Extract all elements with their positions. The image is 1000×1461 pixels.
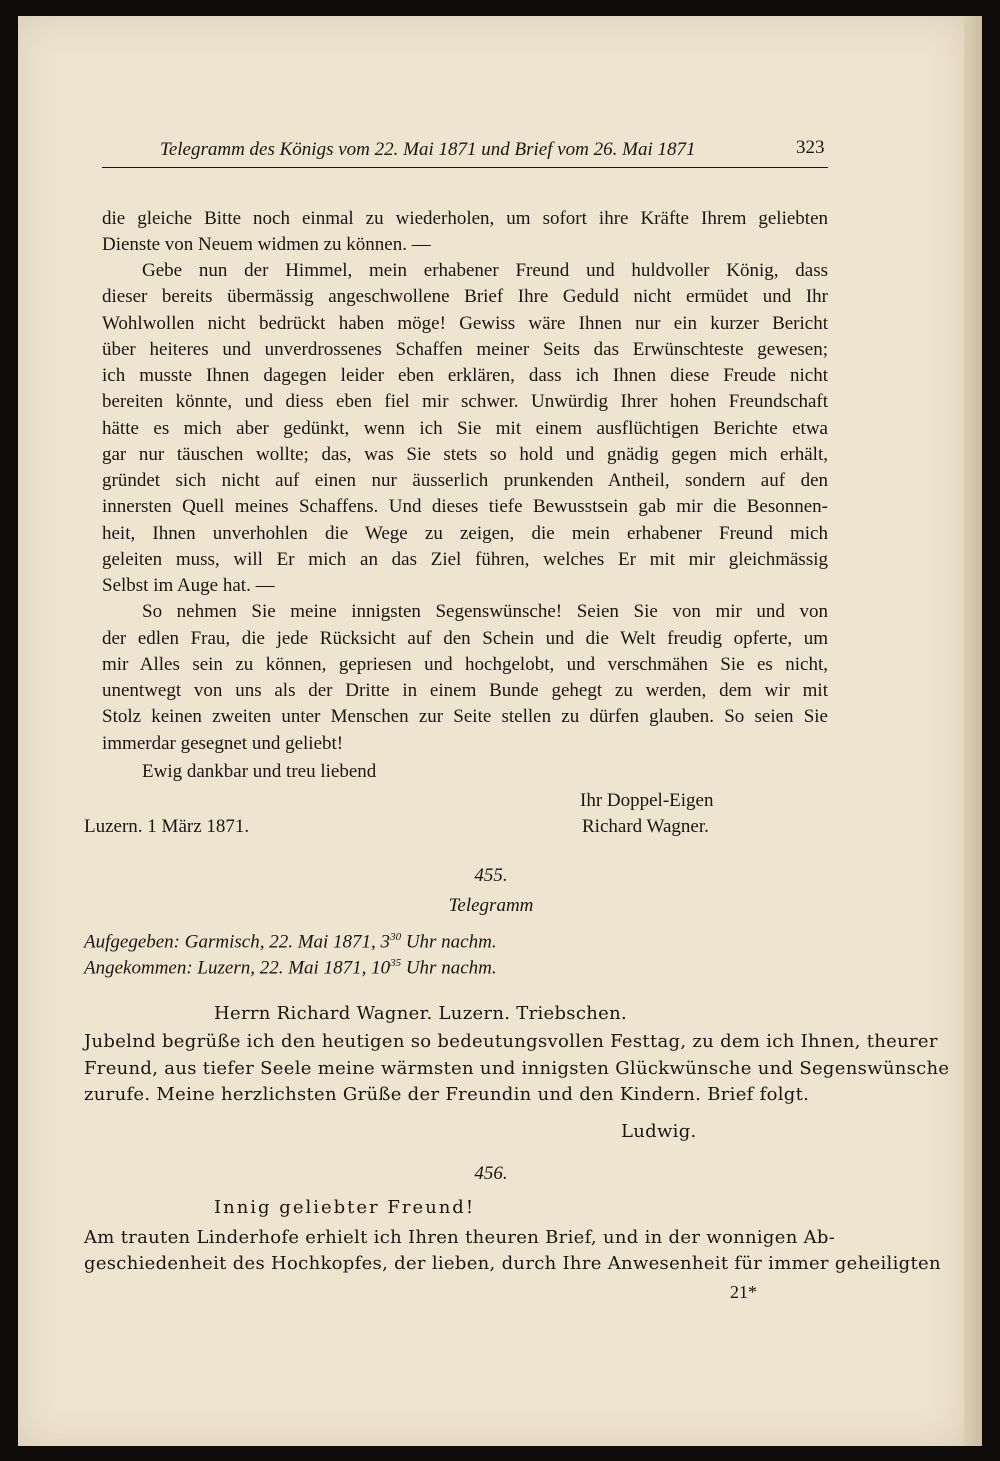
telegram-signature: Ludwig. [621, 1121, 697, 1142]
letter-number-455: 455. [474, 865, 508, 886]
body-line: immerdar gesegnet und geliebt! [102, 733, 344, 754]
body-line: ich musste Ihnen dagegen leider eben erklären, dass ich Ihnen diese Freude nicht [102, 365, 828, 386]
telegram-line: Jubelnd begrüße ich den heutigen so bedeutungsvollen Festtag, zu dem ich Ihnen, theurer [84, 1031, 938, 1052]
body-line: Dienste von Neuem widmen zu können. — [102, 234, 431, 255]
telegram-line: zurufe. Meine herzlichsten Grüße der Freundin und den Kindern. Brief folgt. [84, 1084, 810, 1105]
body-line: Ewig dankbar und treu liebend [142, 761, 377, 782]
page-edge [964, 16, 982, 1446]
place-date: Luzern. 1 März 1871. [84, 816, 250, 837]
body-line: gründet sich nicht auf einen nur äusserlich prunkenden Antheil, sondern auf den [102, 470, 828, 491]
body-line: Gebe nun der Himmel, mein erhabener Freund und huldvoller König, dass [142, 260, 828, 281]
letter-line: geschiedenheit des Hochkopfes, der lieben, durch Ihre Anwesenheit für immer geheiligten [84, 1253, 941, 1274]
telegram-heading: Telegramm [448, 895, 534, 916]
body-line: innersten Quell meines Schaffens. Und dieses tiefe Bewusstsein gab mir die Besonnen- [102, 496, 828, 517]
book-page [18, 16, 964, 1446]
body-line: So nehmen Sie meine innigsten Segenswünsche! Seien Sie von mir und von [142, 601, 828, 622]
header-rule [102, 167, 828, 168]
body-line: mir Alles sein zu können, gepriesen und hochgelobt, und verschmähen Sie es nicht, [102, 654, 828, 675]
sent-line: Aufgegeben: Garmisch, 22. Mai 1871, $3^{30}$ Uhr nachm. [84, 931, 497, 953]
page-number: 323 [796, 137, 825, 158]
body-line: hätte es mich aber gedünkt, wenn ich Sie mit einem ausflüchtigen Berichte etwa [102, 418, 828, 439]
received-line: Angekommen: Luzern, 22. Mai 1871, $10^{35}$ Uhr nachm. [84, 957, 497, 979]
telegram-line: Freund, aus tiefer Seele meine wärmsten und innigsten Glückwünsche und Segenswünsche [84, 1058, 950, 1079]
body-line: Stolz keinen zweiten unter Menschen zur Seite stellen zu dürfen glauben. So seien Sie [102, 706, 828, 727]
body-line: der edlen Frau, die jede Rücksicht auf den Schein und die Welt freudig opferte, um [102, 628, 828, 649]
body-line: dieser bereits übermässig angeschwollene Brief Ihre Geduld nicht ermüdet und Ihr [102, 286, 828, 307]
body-line: über heiteres und unverdrossenes Schaffen meiner Seits das Erwünschteste gewesen; [102, 339, 828, 360]
letter-salutation: Innig geliebter Freund! [214, 1197, 476, 1218]
signature: Richard Wagner. [582, 816, 709, 837]
body-line: Selbst im Auge hat. — [102, 575, 275, 596]
body-line: die gleiche Bitte noch einmal zu wiederholen, um sofort ihre Kräfte Ihrem geliebten [102, 208, 828, 229]
running-header: Telegramm des Königs vom 22. Mai 1871 und Brief vom 26. Mai 1871 [160, 139, 696, 160]
body-line: gar nur täuschen wollte; das, was Sie stets so hold und gnädig gegen mich erhält, [102, 444, 828, 465]
signature-mark: 21* [730, 1282, 757, 1302]
body-line: Wohlwollen nicht bedrückt haben möge! Gewiss wäre Ihnen nur ein kurzer Bericht [102, 313, 828, 334]
telegram-address: Herrn Richard Wagner. Luzern. Triebschen. [214, 1003, 627, 1024]
letter-number-456: 456. [474, 1163, 508, 1184]
body-line: bereiten könnte, und diess eben fiel mir schwer. Unwürdig Ihrer hohen Freundschaft [102, 391, 828, 412]
body-line: unentwegt von uns als der Dritte in einem Bunde gehegt zu werden, dem wir mit [102, 680, 828, 701]
body-line: heit, Ihnen unverhohlen die Wege zu zeigen, die mein erhabener Freund mich [102, 523, 828, 544]
letter-line: Am trauten Linderhofe erhielt ich Ihren theuren Brief, und in der wonnigen Ab- [84, 1227, 836, 1248]
body-line: geleiten muss, will Er mich an das Ziel führen, welches Er mit mir gleichmässig [102, 549, 828, 570]
closing-salutation: Ihr Doppel-Eigen [580, 790, 714, 811]
